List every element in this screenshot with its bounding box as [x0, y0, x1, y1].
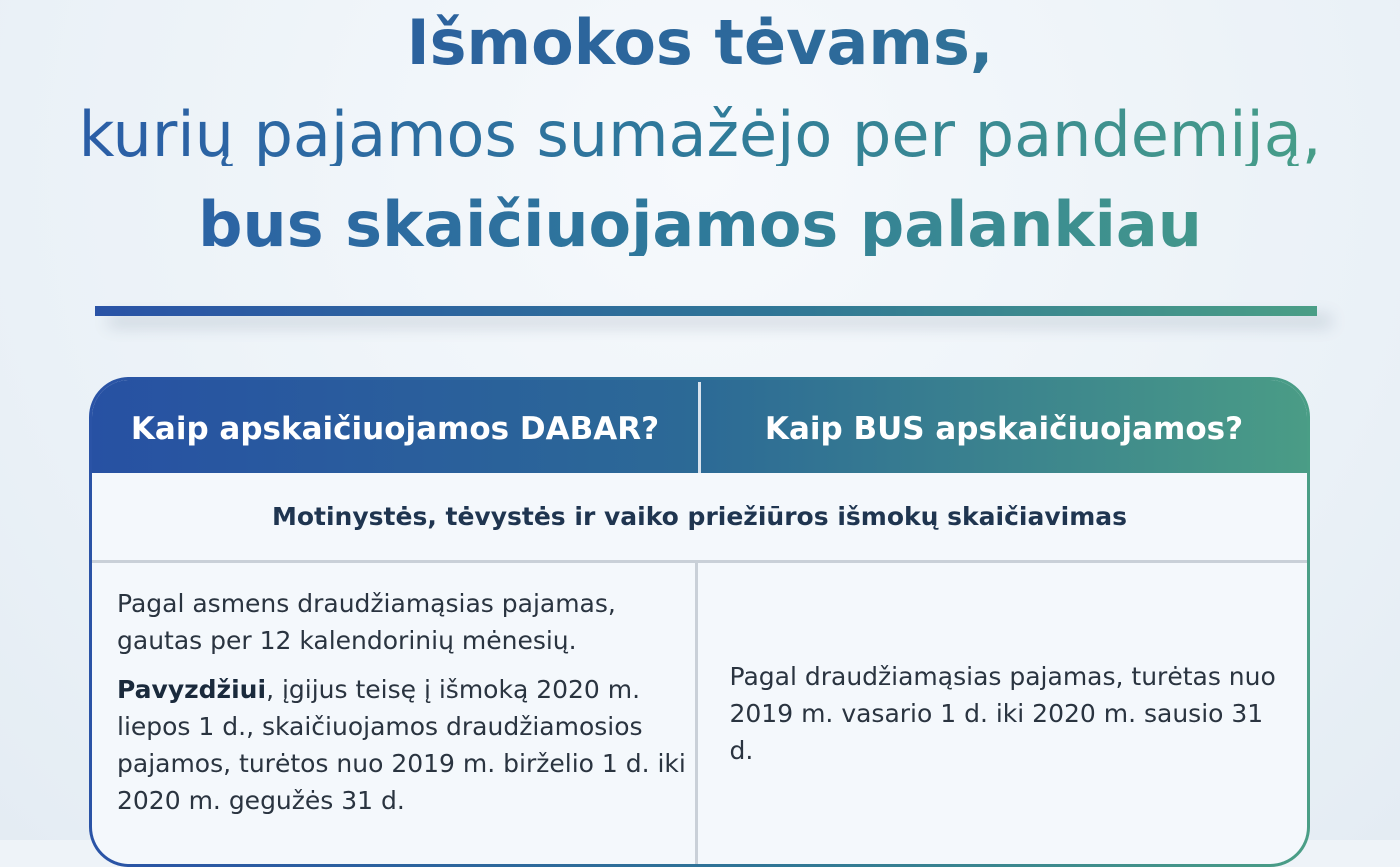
cell-future — [698, 563, 1308, 867]
now-description: Pagal asmens draudžiamąsias pajamas, gautas per 12 kalendorinių mėnesių. — [117, 589, 616, 655]
table-header — [92, 380, 1307, 473]
table-subheader: Motinystės, tėvystės ir vaiko priežiūros išmokų skaičiavimas — [92, 473, 1307, 563]
title-line-1: Išmokos tėvams, — [0, 12, 1400, 74]
future-description: Pagal draudžiamąsias pajamas, turėtas nuo 2019 m. vasario 1 d. iki 2020 m. sausio 31 d. — [729, 662, 1276, 765]
example-text: , įgijus teisę į išmoką 2020 m. liepos 1 d., skaičiuojamos draudžiamosios pajamos, turėtos nuo 2019 m. birželio 1 d. iki 2020 m. gegužės 31 d. — [117, 675, 686, 815]
comparison-table — [89, 377, 1310, 867]
now-example — [117, 671, 692, 819]
title-divider — [95, 306, 1317, 316]
cell-now — [92, 563, 695, 867]
title-line-3: bus skaičiuojamos palankiau — [0, 194, 1400, 256]
example-label: Pavyzdžiui — [117, 675, 267, 704]
header-future: Kaip BUS apskaičiuojamos? — [764, 410, 1244, 447]
header-now: Kaip apskaičiuojamos DABAR? — [130, 410, 660, 447]
title-line-2: kurių pajamos sumažėjo per pandemiją, — [0, 104, 1400, 166]
table-body-row — [92, 563, 1307, 867]
